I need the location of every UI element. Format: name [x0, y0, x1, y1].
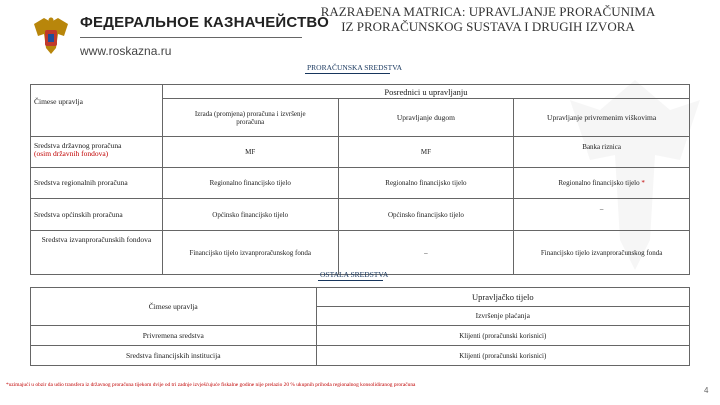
table-cell: Općinsko financijsko tijelo	[338, 199, 514, 231]
column-header-debt-management: Upravljanje dugom	[338, 99, 514, 137]
brand-divider	[80, 37, 302, 38]
table-cell: Regionalno financijsko tijelo	[162, 168, 338, 199]
row-label-municipal-budgets: Sredstva općinskih proračuna	[31, 199, 163, 231]
section-underline	[318, 280, 383, 281]
budget-funds-table	[30, 84, 690, 275]
column-header-surplus-management: Upravljanje privremenim viškovima	[514, 99, 690, 137]
section-label-budget-funds: PRORAČUNSKA SREDSTVA	[307, 63, 403, 72]
row-label-financial-institutions: Sredstva financijskih institucija	[31, 346, 317, 366]
table-cell: MF	[162, 137, 338, 168]
row-label-temporary-funds: Privremena sredstva	[31, 326, 317, 346]
table-row	[31, 326, 690, 346]
table-cell: Klijenti (proračunski korisnici)	[316, 346, 689, 366]
brand-url[interactable]: www.roskazna.ru	[80, 44, 172, 58]
page-title	[310, 4, 666, 34]
column-header-what-managed: Čimese upravlja	[31, 85, 163, 137]
row-label-text: Sredstva državnog proračuna	[34, 141, 122, 150]
eagle-emblem-icon	[28, 14, 74, 60]
column-header-payment-execution: Izvršenje plaćanja	[316, 307, 689, 326]
section-underline	[305, 73, 390, 74]
table-header-row	[31, 288, 690, 307]
column-header-managing-body: Upravljačko tijelo	[316, 288, 689, 307]
table-row	[31, 168, 690, 199]
table-cell-text: Regionalno financijsko tijelo	[558, 179, 640, 187]
table-cell: Financijsko tijelo izvanproračunskog fonda	[514, 231, 690, 275]
column-header-what-managed: Čimese upravlja	[31, 288, 317, 326]
row-label-extrabudgetary-funds: Sredstva izvanproračunskih fondova	[31, 231, 163, 275]
brand-name: ФЕДЕРАЛЬНОЕ КАЗНАЧЕЙСТВО	[80, 14, 329, 31]
section-label-other-funds: OSTALA SREDSTVA	[320, 270, 389, 279]
table-cell: –	[338, 231, 514, 275]
page-title-line-1: RAZRAĐENA MATRICA: UPRAVLJANJE PRORAČUNIMA	[320, 4, 656, 19]
column-header-budget-execution: Izrada (promjena) proračuna i izvršenje proračuna	[162, 99, 338, 137]
column-header-intermediaries: Posrednici u upravljanju	[162, 85, 689, 99]
footnote: *uzimajući u obzir da udio transfera iz državnog proračuna tijekom dvije od tri zadnje izvješćujuće fiskalne godine nije prelazio 20 % ukupnih prihoda regionalnog konsolidiranog proračuna	[6, 382, 416, 388]
row-label-note: (osim državnih fondova)	[34, 149, 109, 158]
table-row	[31, 199, 690, 231]
table-row	[31, 346, 690, 366]
page-title-line-2: IZ PRORAČUNSKOG SUSTAVA I DRUGIH IZVORA	[341, 19, 635, 34]
table-cell: Klijenti (proračunski korisnici)	[316, 326, 689, 346]
table-cell	[514, 168, 690, 199]
table-row	[31, 137, 690, 168]
footnote-marker: *	[641, 179, 645, 187]
table-cell: Financijsko tijelo izvanproračunskog fonda	[162, 231, 338, 275]
row-label-state-budget	[31, 137, 163, 168]
table-cell: Općinsko financijsko tijelo	[162, 199, 338, 231]
table-cell: MF	[338, 137, 514, 168]
row-label-regional-budgets: Sredstva regionalnih proračuna	[31, 168, 163, 199]
table-header-row	[31, 85, 690, 99]
table-cell: –	[514, 199, 690, 231]
table-cell: Banka riznica	[514, 137, 690, 168]
table-row	[31, 231, 690, 275]
page-number: 4	[704, 386, 709, 395]
other-funds-table	[30, 287, 690, 366]
table-cell: Regionalno financijsko tijelo	[338, 168, 514, 199]
